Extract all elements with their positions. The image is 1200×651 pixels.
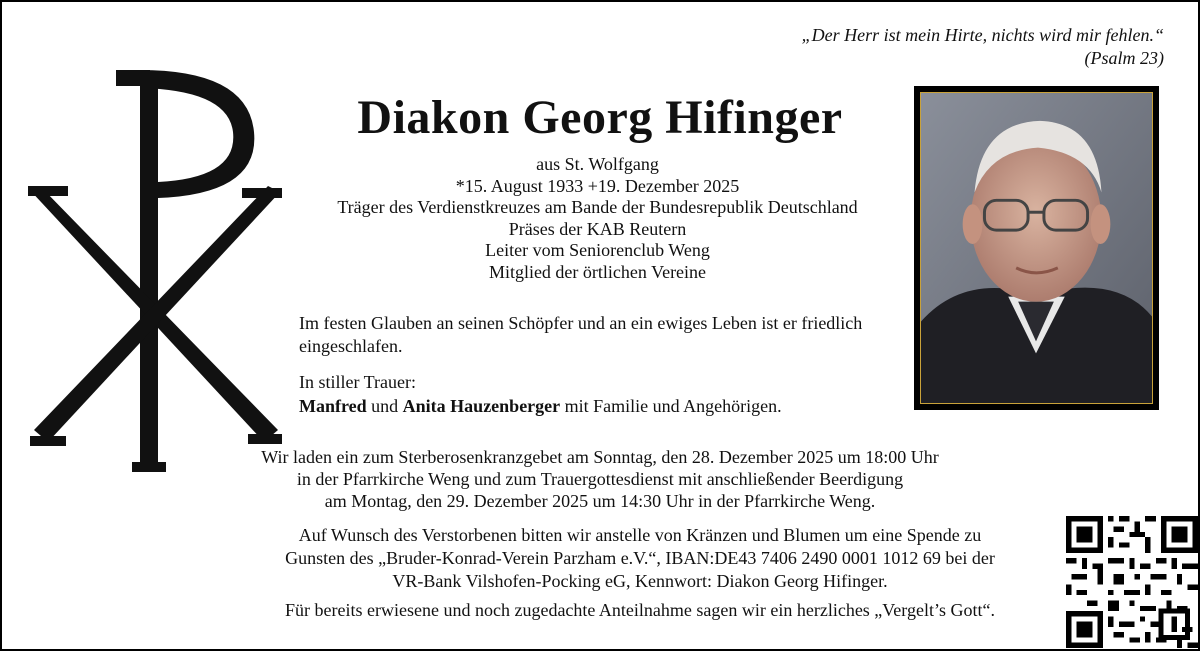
donation-line: Auf Wunsch des Verstorbenen bitten wir anstelle von Kränzen und Blumen um eine Spende zu bbox=[298, 525, 982, 545]
detail-origin: aus St. Wolfgang bbox=[536, 154, 659, 174]
mourners-family: mit Familie und Angehörigen. bbox=[560, 396, 782, 416]
donation-line: Gunsten des „Bruder-Konrad-Verein Parzham e.V.“, IBAN:DE43 7406 2490 0001 1012 69 bei der bbox=[285, 548, 995, 568]
mourners-names bbox=[299, 394, 909, 418]
invitation-line: in der Pfarrkirche Weng und zum Trauergottesdienst mit anschließender Beerdigung bbox=[296, 469, 904, 489]
mourners-intro: In stiller Trauer: bbox=[299, 372, 416, 392]
psalm-quote bbox=[564, 24, 1164, 70]
donation-request bbox=[200, 524, 1080, 593]
portrait-photo bbox=[914, 86, 1159, 410]
mourners-block bbox=[299, 370, 909, 418]
portrait-image bbox=[921, 93, 1152, 403]
funeral-invitation bbox=[170, 446, 1030, 512]
deceased-name: Diakon Georg Hifinger bbox=[357, 91, 843, 144]
detail-role-kab: Präses der KAB Reutern bbox=[508, 218, 687, 239]
detail-membership: Mitglied der örtlichen Vereine bbox=[488, 261, 707, 282]
invitation-line: Wir laden ein zum Sterberosenkranzgebet am Sonntag, den 28. Dezember 2025 um 18:00 Uhr bbox=[261, 447, 939, 467]
faith-statement: Im festen Glauben an seinen Schöpfer und an ein ewiges Leben ist er friedlich eingeschlafen. bbox=[299, 313, 863, 356]
mourner-conjunction: und bbox=[366, 396, 403, 416]
detail-honor: Träger des Verdienstkreuzes am Bande der Bundesrepublik Deutschland bbox=[337, 197, 858, 217]
thanks-note bbox=[150, 599, 1130, 622]
mourner-first-name: Manfred bbox=[299, 396, 367, 416]
invitation-line: am Montag, den 29. Dezember 2025 um 14:30 Uhr in der Pfarrkirche Weng. bbox=[324, 491, 876, 511]
mourner-second-name: Anita Hauzenberger bbox=[402, 396, 561, 416]
psalm-reference: (Psalm 23) bbox=[1084, 48, 1164, 68]
detail-role-senior: Leiter vom Seniorenclub Weng bbox=[485, 240, 710, 260]
deceased-details bbox=[285, 154, 910, 283]
psalm-text: „Der Herr ist mein Hirte, nichts wird mir fehlen.“ bbox=[801, 25, 1164, 45]
detail-dates: *15. August 1933 +19. Dezember 2025 bbox=[455, 175, 740, 196]
thanks-line: Für bereits erwiesene und noch zugedachte Anteilnahme sagen wir ein herzliches „Vergelt’s Gott“. bbox=[285, 600, 995, 620]
chi-rho-icon bbox=[28, 70, 283, 475]
donation-line: VR-Bank Vilshofen-Pocking eG, Kennwort: Diakon Georg Hifinger. bbox=[392, 571, 888, 591]
qr-code-icon[interactable] bbox=[1066, 516, 1198, 648]
